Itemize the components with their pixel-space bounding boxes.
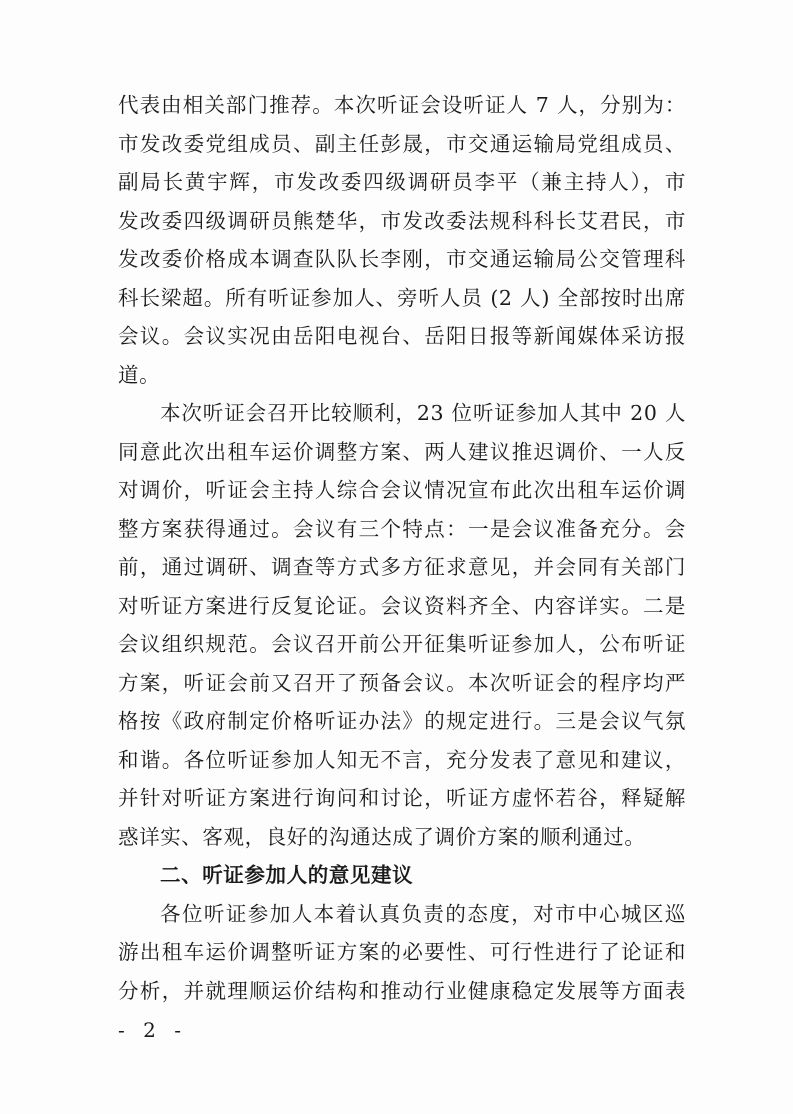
text-line: 和谐。各位听证参加人知无不言，充分发表了意见和建议， [118, 747, 686, 772]
text-line: 分析，并就理顺运价结构和推动行业健康稳定发展等方面表 [118, 978, 686, 1003]
text-line: 对调价，听证会主持人综合会议情况宣布此次出租车运价调 [118, 478, 686, 502]
text-line: 本次听证会召开比较顺利，23 位听证参加人其中 20 人 [160, 401, 686, 425]
text-line: 格按《政府制定价格听证办法》的规定进行。三是会议气氛 [118, 709, 686, 733]
text-line: 副局长黄宇辉，市发改委四级调研员李平（兼主持人），市 [118, 170, 686, 194]
text-line: 方案，听证会前又召开了预备会议。本次听证会的程序均严 [118, 670, 686, 695]
text-line: 发改委四级调研员熊楚华，市发改委法规科科长艾君民，市 [118, 208, 686, 233]
text-line: 同意此次出租车运价调整方案、两人建议推迟调价、一人反 [118, 439, 686, 464]
text-line: 各位听证参加人本着认真负责的态度，对市中心城区巡 [160, 901, 686, 926]
text-line: 会议组织规范。会议召开前公开征集听证参加人，公布听证 [118, 632, 686, 656]
text-line: 道。 [118, 362, 161, 387]
section-heading: 二、听证参加人的意见建议 [160, 863, 414, 887]
text-line: 市发改委党组成员、副主任彭晟，市交通运输局党组成员、 [118, 131, 686, 156]
text-line: 代表由相关部门推荐。本次听证会设听证人 7 人，分别为： [118, 93, 686, 117]
page-number: - 2 - [118, 1018, 187, 1042]
text-line: 并针对听证方案进行询问和讨论，听证方虚怀若谷，释疑解 [118, 786, 686, 810]
document-body [118, 86, 686, 1010]
text-line: 会议。会议实况由岳阳电视台、岳阳日报等新闻媒体采访报 [118, 324, 686, 348]
text-line: 整方案获得通过。会议有三个特点：一是会议准备充分。会 [118, 516, 686, 541]
text-line: 游出租车运价调整听证方案的必要性、可行性进行了论证和 [118, 940, 686, 964]
text-line: 前，通过调研、调查等方式多方征求意见，并会同有关部门 [118, 555, 686, 579]
text-line: 对听证方案进行反复论证。会议资料齐全、内容详实。二是 [118, 593, 686, 618]
text-line: 发改委价格成本调查队队长李刚，市交通运输局公交管理科 [118, 247, 686, 271]
text-line: 科长梁超。所有听证参加人、旁听人员 (2 人) 全部按时出席 [118, 285, 686, 310]
text-line: 惑详实、客观，良好的沟通达成了调价方案的顺利通过。 [118, 824, 646, 849]
